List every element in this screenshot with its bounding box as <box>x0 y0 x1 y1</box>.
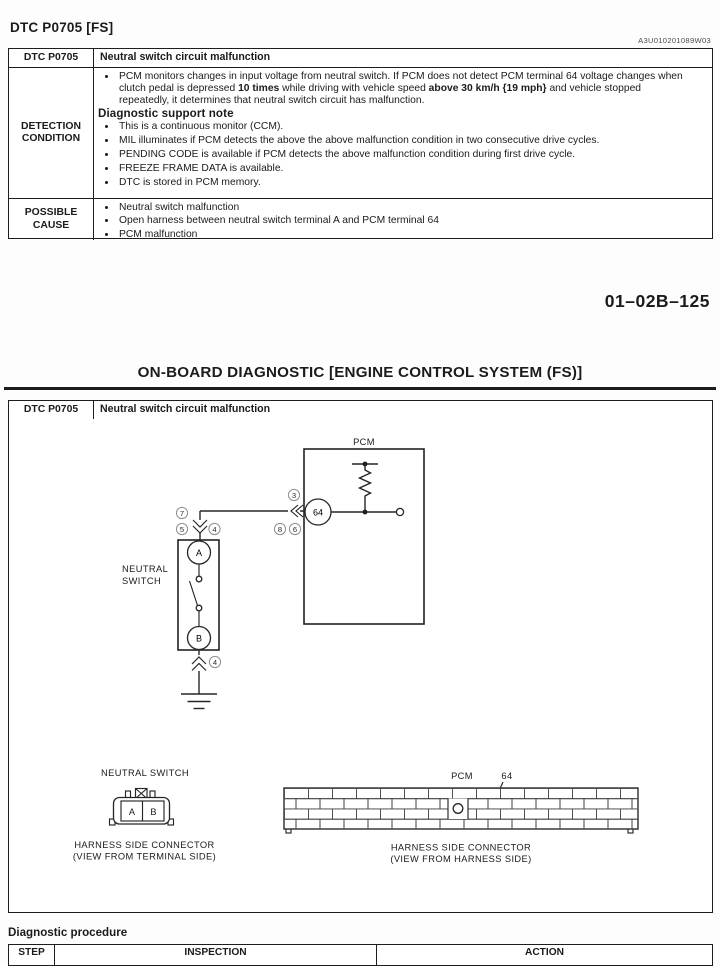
connector-number-6 <box>289 523 300 534</box>
detection-condition-label <box>9 68 94 198</box>
pcm-pin-64-label: 64 <box>501 771 513 781</box>
terminal-64-label: 64 <box>312 507 324 518</box>
page-title: DTC P0705 [FS] <box>10 20 114 35</box>
neutral-switch-label-line2: SWITCH <box>122 576 162 586</box>
detection-label-line1: DETECTION <box>20 120 82 132</box>
pcm-label: PCM <box>353 437 375 447</box>
cause-bullet: • Open harness between neutral switch terminal A and PCM terminal 64 <box>117 215 690 227</box>
svg-text:8: 8 <box>277 525 283 534</box>
support-bullet: • MIL illuminates if PCM detects the above the above malfunction condition in two consecutive drive cycles. <box>117 135 690 147</box>
title-rule <box>4 387 716 390</box>
bold-10-times: 10 times <box>238 82 280 94</box>
svg-text:B: B <box>195 633 203 644</box>
section-title: ON-BOARD DIAGNOSTIC [ENGINE CONTROL SYSTEM (FS)] <box>137 364 583 381</box>
support-bullet: • This is a continuous monitor (CCM). <box>117 121 690 133</box>
ground-icon <box>181 694 217 709</box>
left-connector-pin-b: B <box>150 807 157 817</box>
detection-text: PCM monitors changes in input voltage from neutral switch. If PCM does not detect PCM terminal 64 voltage changes when clutch pedal is depressed <box>119 71 683 94</box>
open-terminal-icon <box>396 508 403 515</box>
connector-center-hole-icon <box>453 804 463 814</box>
left-connector-title: NEUTRAL SWITCH <box>101 768 189 778</box>
diagnostic-support-note-heading: Diagnostic support note <box>98 106 234 120</box>
connector-number-8 <box>274 523 285 534</box>
svg-text:7: 7 <box>179 509 185 518</box>
detection-text: while driving with vehicle speed <box>279 82 429 94</box>
detection-label-line2: CONDITION <box>21 133 81 144</box>
neutral-switch-connector-drawing <box>110 789 174 826</box>
possible-cause-bullets <box>98 202 690 241</box>
terminal-b <box>188 627 211 650</box>
svg-text:3: 3 <box>291 491 297 500</box>
support-note-bullets <box>98 121 690 190</box>
left-connector-caption1: HARNESS SIDE CONNECTOR <box>74 840 215 850</box>
svg-text:5: 5 <box>179 525 185 534</box>
wiring-diagram-area <box>9 419 710 911</box>
dtc-code-cell: DTC P0705 <box>9 49 94 67</box>
possible-label-line1: POSSIBLE <box>24 207 78 218</box>
action-column-header: ACTION <box>524 946 565 958</box>
support-bullet: • FREEZE FRAME DATA is available. <box>117 163 690 175</box>
dtc-summary-table <box>8 48 713 239</box>
possible-label-line2: CAUSE <box>32 219 70 231</box>
wiring-diagram-box <box>8 400 713 913</box>
svg-text:4: 4 <box>212 658 218 667</box>
detection-bullet-1 <box>117 71 690 106</box>
dtc-header-row <box>9 49 712 67</box>
connector-number-7 <box>176 507 187 518</box>
detection-text: and vehicle stopped repeatedly, it determines that neutral switch circuit has malfunction. <box>119 82 642 106</box>
terminal-a <box>188 541 211 564</box>
svg-text:4: 4 <box>212 525 217 534</box>
dtc-name-cell: Neutral switch circuit malfunction <box>100 51 271 64</box>
right-connector-caption1: HARNESS SIDE CONNECTOR <box>390 842 532 853</box>
right-connector-caption2: (VIEW FROM HARNESS SIDE) <box>390 854 532 864</box>
cause-bullet: • Neutral switch malfunction <box>117 202 690 214</box>
dtc-code-cell: DTC P0705 <box>9 401 94 419</box>
possible-cause-content <box>94 199 712 240</box>
detection-bullets <box>98 71 690 106</box>
svg-text:6: 6 <box>292 525 298 534</box>
connector-number-3 <box>288 489 299 500</box>
document-code: A3U010201089W03 <box>638 36 711 45</box>
possible-cause-row <box>9 198 712 240</box>
junction-node <box>363 510 368 515</box>
diagram-header-row <box>9 401 712 419</box>
connector-number-4-right <box>209 523 220 534</box>
support-bullet: • PENDING CODE is available if PCM detects the above malfunction condition during first drive cycle. <box>117 149 690 161</box>
switch-contact-bottom <box>196 605 202 611</box>
connector-gap <box>288 504 300 518</box>
inspection-column-header: INSPECTION <box>55 945 377 965</box>
connector-number-5 <box>176 523 187 534</box>
bold-speed: above 30 km/h {19 mph} <box>428 82 547 94</box>
diagnostic-procedure-table <box>8 944 713 966</box>
left-connector-caption2: (VIEW FROM TERMINAL SIDE) <box>72 851 217 862</box>
diagnostic-procedure-heading: Diagnostic procedure <box>8 926 128 939</box>
dtc-name-cell: Neutral switch circuit malfunction <box>100 403 271 416</box>
support-bullet: • DTC is stored in PCM memory. <box>117 177 690 189</box>
wiring-diagram-svg <box>9 419 710 911</box>
left-connector-pin-a: A <box>128 807 136 817</box>
pcm-connector-label: PCM <box>451 771 473 781</box>
cause-bullet: • PCM malfunction <box>117 229 690 241</box>
pcm-connector-drawing <box>284 788 638 833</box>
terminal-64 <box>305 499 331 525</box>
detection-condition-row <box>9 67 712 198</box>
page-number: 01–02B–125 <box>604 291 710 311</box>
detection-condition-content <box>94 68 712 198</box>
possible-cause-label <box>9 199 94 240</box>
procedure-header-row <box>9 945 712 965</box>
switch-contact-top <box>196 576 202 582</box>
connector-number-4-bottom <box>209 656 220 667</box>
step-column-header: STEP <box>9 945 55 965</box>
svg-text:A: A <box>195 548 203 558</box>
neutral-switch-label-line1: NEUTRAL <box>122 564 169 574</box>
